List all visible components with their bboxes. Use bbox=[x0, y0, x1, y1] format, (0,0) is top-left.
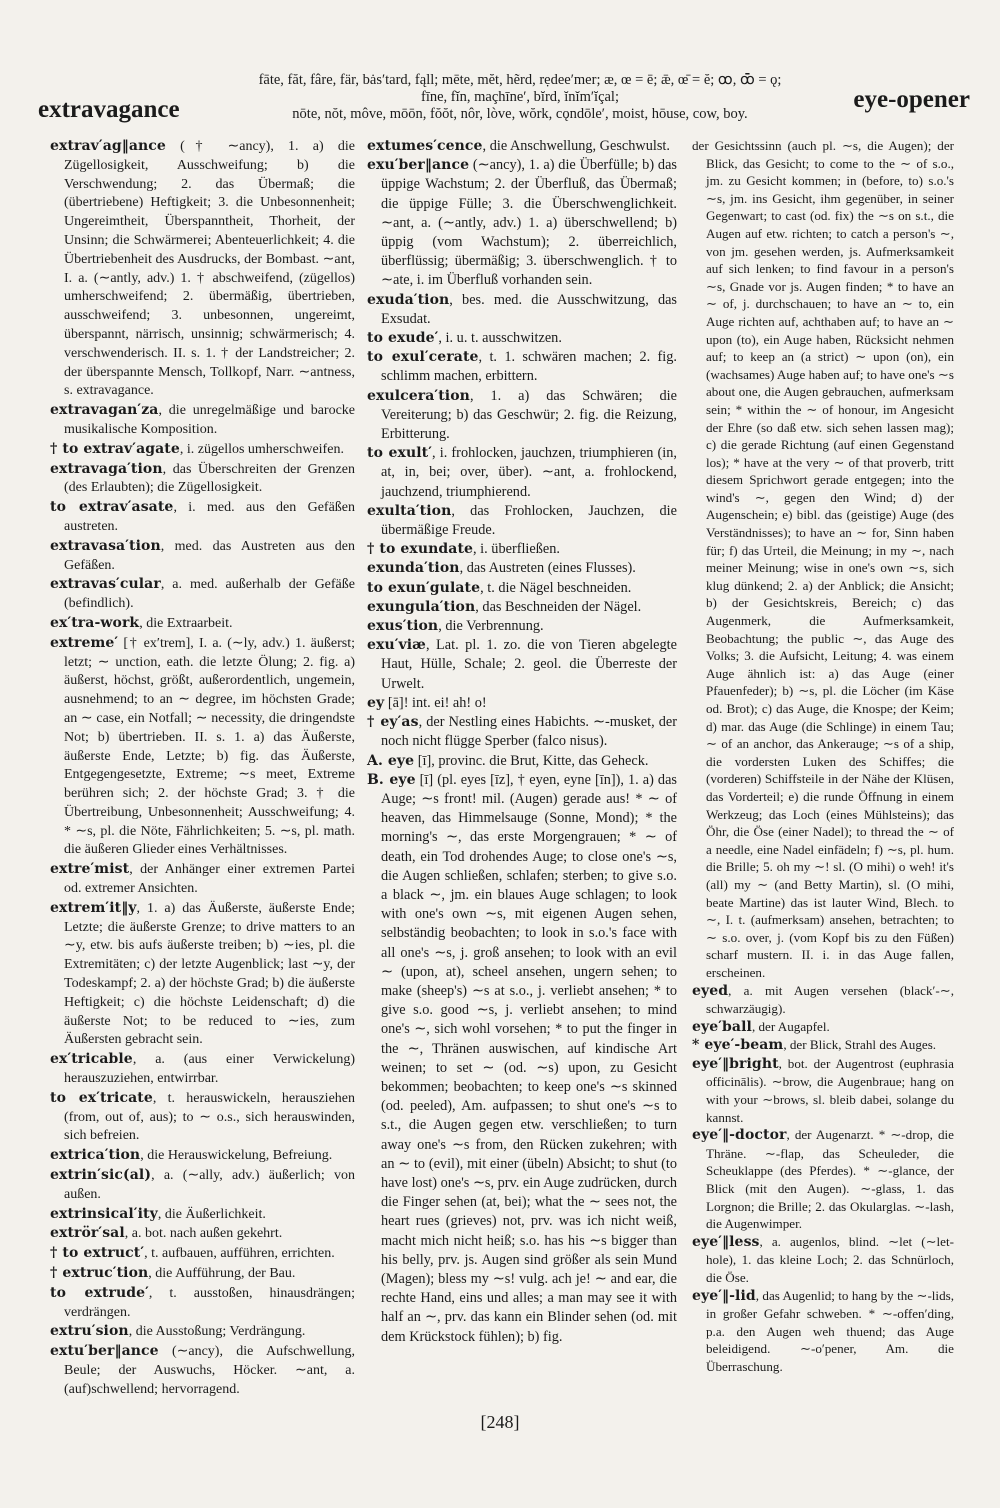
entry-text: , das Frohlocken, Jauchzen, die übermäßige Freude. bbox=[381, 502, 677, 539]
dictionary-entry bbox=[50, 614, 355, 634]
dictionary-entry bbox=[367, 713, 677, 751]
dictionary-entry bbox=[50, 899, 355, 1050]
headword: ex′tra-work bbox=[50, 614, 140, 631]
headword: to exult′ bbox=[367, 445, 433, 462]
headword: exulcera′tion bbox=[367, 387, 470, 404]
entry-text: , der Augenarzt. * ∼-drop, die Thräne. ∼-flap, das Scheuleder, die Scheuklappe (des Pferdes). * ∼-glance, der Blick (mit den Augen). ∼-glass, 1. das Lorgnon; die Brille; 2. das Okularglas. ∼-lash, die Augenwimper. bbox=[706, 1127, 954, 1232]
headword: to exun′gulate bbox=[367, 579, 481, 596]
headword: extrinsical′ity bbox=[50, 1205, 158, 1222]
entry-text: der Gesichtssinn (auch pl. ∼s, die Augen); der Blick, das Gesicht; to come to the ∼ of s.o., jm. zu Gesicht kommen; in (before, to) s.o.'s ∼s, jm. ins Gesicht, ihm gegenüber, in seiner Gegenwart; to cast (od. fix) the ∼s on s.t., die Augen auf etw. richten; to catch a person's ∼, von jm. gesehen werden, js. Aufmerksamkeit auf sich lenken; to find favour in a person's ∼s, Gnade vor js. Augen finden; * to have an ∼ of, j. durchschauen; to have an ∼ to, ein Auge richten auf, achthaben auf; to have an ∼ upon (to), ein Auge haben, Rücksicht nehmen auf; to keep an (a strict) ∼ upon (on), ein (wachsames) Auge haben auf; to have one's ∼s about one, die Augen gebrauchen, aufmerksam sein; * within the ∼ of honour, im Angesicht der Ehre (so daß etw. sich sehen lassen mag); c) die gerade Richtung (auf einen Gegenstand los); * have at the very ∼ of that proverb, tritt diesem Sprichwort gerade entgegen; into the wind's ∼, gegen den Wind; d) der Augenschein; e) bibl. das (geistige) Auge (des Verständnisses); to have an ∼ for, Sinn haben für; f) das Urteil, die Meinung; in my ∼, nach meiner Meinung; wise in one's own ∼s, sich klug dünkend; 2. a) der Anblick; die Ansicht; b) der Gesichtskreis, Bereich; c) das Augenmerk, die Aufmerksamkeit, Beobachtung; the public ∼, das Auge des Volks; 3. die Aufsicht, Leitung; 4. was einem Auge ähnlich ist: a) das Auge (einer Pfauenfeder); b) ∼s, pl. die Löcher (im Käse od. Brot); c) das Auge, die Knospe; der Keim; d) mar. das Auge (die Schlinge) in einem Tau; ∼ of an anchor, das Ankerauge; ∼s of a ship, die vordersten Luken des Schiffes; die (vorderen) Schiffsteile in der Nähe der Klüsen, das Vorderteil; e) die runde Öffnung in einem Werkzeug; das Loch (eines Mühlsteins); das Öhr, die Öse (einer Nadel); to thread the ∼ of a needle, eine Nadel einfädeln; f) ∼s, pl. hum. die Brille; 5. oh my ∼! sl. (O mihi) o weh! it's (all) my ∼ (and Betty Martin), sl. (O mihi, beate Martine) das ist lauter Wind, Blech. to ∼, I. t. (aufmerksam) ansehen, betrachten; to ∼ s.o. over, j. (vom Kopf bis zu den Füßen) scharf mustern. II. i. in das Auge fallen, erscheinen. bbox=[692, 138, 954, 980]
dictionary-entry bbox=[50, 537, 355, 576]
dictionary-entry bbox=[692, 1126, 954, 1233]
headword: † to extruct′ bbox=[50, 1245, 145, 1262]
headword: extravas′cular bbox=[50, 576, 161, 593]
entry-text: , Lat. pl. 1. zo. die von Tieren abgelegte Haut, Hülle, Schale; 2. geol. die Überreste der Urwelt. bbox=[381, 637, 677, 692]
headword: extrica′tion bbox=[50, 1147, 141, 1164]
dictionary-entry bbox=[367, 771, 677, 1347]
dictionary-entry bbox=[50, 440, 355, 460]
entry-text: , bes. med. die Ausschwitzung, das Exsudat. bbox=[381, 291, 677, 327]
dictionary-entry bbox=[50, 460, 355, 499]
entry-text: , t. die Nägel beschneiden. bbox=[480, 579, 632, 596]
headword: extu′ber‖ance bbox=[50, 1343, 159, 1360]
headword: A. eye bbox=[367, 752, 415, 769]
dictionary-entry bbox=[50, 401, 355, 440]
dictionary-entry bbox=[367, 348, 677, 386]
entry-text: , die Aufführung, der Bau. bbox=[148, 1266, 296, 1282]
dictionary-entry bbox=[367, 540, 677, 559]
entry-text: , a. med. außerhalb der Gefäße (befindlich). bbox=[64, 577, 355, 612]
entry-text: , i. frohlocken, jauchzen, triumphieren (in, at, in, bei; over, über). ∼ant, a. frohlockend, jauchzend, triumphierend. bbox=[381, 445, 677, 500]
page-number: [248] bbox=[480, 1412, 520, 1432]
entry-text: , das Austreten (eines Flusses). bbox=[459, 560, 636, 577]
headword: ex′tricable bbox=[50, 1051, 133, 1068]
dictionary-entry bbox=[50, 1322, 355, 1342]
headword: eye′‖-doctor bbox=[692, 1127, 787, 1144]
dictionary-entry bbox=[50, 1166, 355, 1205]
entry-text: [ī] (pl. eyes [īz], † eyen, eyne [īn]), 1. a) das Auge; ∼s front! mil. (Augen) gerade aus! * ∼ of heaven, das Himmelsauge (Sonne, Mond); * the morning's ∼, das erste Morgengrauen; * ∼ of death, ein Tod drohendes Auge; to close one's ∼s, die Augen schließen, schlafen; sterben; to give s.o. a black ∼, jm. ein blaues Auge schlagen; to look with one's own ∼s, mit eigenen Augen sehen, selbständig beobachten; to look in s.o.'s face with all one's ∼s, j. groß ansehen; to look with an evil ∼ (upon, at), scheel ansehen, ungern sehen; to make (sheep's) ∼s at s.o., j. verliebt ansehen; * to give s.o. good ∼s, j. verliebt ansehen; to mind one's ∼, sich wohl vorsehen; * to put the finger in the ∼, Thränen auswischen, auf kindische Art weinen; to set ∼ (od. ∼s) upon, zu Gesicht bekommen; beobachten; to keep one's ∼s skinned (od. peeled), Am. aufpassen; to shut one's ∼s to s.t., die Augen gegen etw. verschließen; to turn away one's ∼s from, den Rücken zukehren; with an ∼ to (evil), mit einer (übeln) Absicht; to shut (to have lost) one's ∼s, prv. ein Auge zudrücken, durch die Finger sehen (at, bei); what the ∼ sees not, the heart rues (grieves) not, prv. was ich nicht weiß, macht mich nicht heiß; s.o. has his ∼s bigger than his belly, prv. js. Augen sind größer als sein Mund (Magen); bless my ∼s! vulg. ach je! ∼ and ear, die rechte Hand, eins und alles; a man may see it with half an ∼, prv. das kann ein Blinder sehen (od. mit dem Krückstock fühlen); b) fig. bbox=[381, 771, 677, 1345]
column-left bbox=[50, 137, 355, 1400]
entry-text: , t. herauswickeln, herausziehen (from, out of, aus); to ∼ o.s., sich herauswinden, sich befreien. bbox=[64, 1090, 355, 1144]
headword: † to extrav′agate bbox=[50, 440, 180, 457]
entry-text: († ∼ancy), 1. a) die Zügellosigkeit, Ausschweifung; b) die Verschwendung; 2. das Übermaß; die (übertriebene) Heftigkeit; 3. die Unbesonnenheit; Ungereimtheit, Überspanntheit, Thorheit, der Unsinn; die Schwärmerei; Abenteuerlichkeit; 4. die Übertriebenheit des Ausdrucks, der Bombast. ∼ant, I. a. (∼antly, adv.) 1. † abschweifend, (zügellos) umherschweifend; 2. übermäßig, übertrieben, ausschweifend; 3. unbesonnen, ungereimt, überspannt, närrisch, unsinnig; schwärmerisch; 4. verschwenderisch. II. s. 1. † der Landstreicher; 2. der überspannte Mensch, Tollkopf, Narr. ∼antness, s. extravagance. bbox=[64, 139, 355, 399]
entry-text: , die Anschwellung, Geschwulst. bbox=[482, 138, 670, 154]
headword: exunda′tion bbox=[367, 560, 460, 577]
entry-text: , t. 1. schwären machen; 2. fig. schlimm machen, erbittern. bbox=[381, 349, 677, 385]
headword: exus′tion bbox=[367, 618, 439, 635]
headword: extre′mist bbox=[50, 861, 130, 878]
entry-text: , die Extraarbeit. bbox=[139, 615, 233, 631]
dictionary-entry bbox=[367, 137, 677, 156]
dictionary-entry bbox=[367, 752, 677, 771]
dictionary-entry bbox=[50, 1089, 355, 1146]
dictionary-entry bbox=[692, 1055, 954, 1126]
dictionary-entry bbox=[692, 1233, 954, 1287]
entry-text: , der Nestling eines Habichts. ∼-musket, der noch nicht flügge Sperber (falco nisus). bbox=[381, 714, 677, 750]
dictionary-entry bbox=[50, 1284, 355, 1323]
headword: exuda′tion bbox=[367, 291, 450, 308]
headword: eye′‖bright bbox=[692, 1055, 779, 1072]
entry-text: , die Verbrennung. bbox=[438, 618, 544, 635]
dictionary-entry bbox=[367, 598, 677, 617]
dictionary-entry bbox=[692, 137, 954, 982]
entry-text: , das Beschneiden der Nägel. bbox=[475, 598, 642, 615]
entry-text: , a. augenlos, blind. ∼let (∼let-hole), 1. das kleine Loch; 2. das Schnürloch, die Öse. bbox=[706, 1233, 954, 1285]
headword: eyed bbox=[692, 982, 729, 999]
headword: ey bbox=[367, 694, 385, 711]
headword: extravaga′tion bbox=[50, 460, 163, 477]
dictionary-entry bbox=[50, 860, 355, 899]
pronunciation-key-line: fāte, făt, fâre, fär, bȧs′tard, fąll; mēte, mĕt, hẽrd, rẹdee′mer; æ, œ = ē; ǣ, œ̄ = ĕ; ꝏ, ꝏ̄ = ǫ; bbox=[258, 72, 782, 88]
entry-text: , der Anhänger einer extremen Partei od. extremer Ansichten. bbox=[64, 862, 355, 897]
entry-text: , a. (aus einer Verwickelung) herauszuziehen, entwirrbar. bbox=[64, 1052, 355, 1087]
entry-text: , t. ausstoßen, hinausdrängen; verdrängen. bbox=[64, 1285, 355, 1320]
dictionary-entry bbox=[367, 387, 677, 445]
pronunciation-key bbox=[225, 72, 815, 123]
headword: † to exundate bbox=[367, 541, 474, 558]
entry-text: , a. mit Augen versehen (black′-∼, schwarzäugig). bbox=[706, 982, 954, 1017]
entry-text: , bot. der Augentrost (euphrasia officinālis). ∼brow, die Augenbraue; hang on with your ∼brows, sl. bleib dabei, solange du kannst. bbox=[706, 1055, 954, 1125]
headword: extrin′sic(al) bbox=[50, 1167, 152, 1184]
entry-text: , das Überschreiten der Grenzen (des Erlaubten); die Zügellosigkeit. bbox=[64, 461, 355, 496]
headword: * eye′-beam bbox=[692, 1037, 784, 1054]
pronunciation-key-line: fīne, fĭn, maçhīne′, bĭrd, ĭnĭm′ĭçal; bbox=[420, 89, 619, 105]
headword: eye′ball bbox=[692, 1018, 752, 1035]
dictionary-entry bbox=[50, 1050, 355, 1089]
entry-text: , a. (∼ally, adv.) äußerlich; von außen. bbox=[64, 1168, 355, 1202]
entry-text: , i. u. t. ausschwitzen. bbox=[438, 330, 562, 347]
entry-text: , med. das Austreten aus den Gefäßen. bbox=[64, 538, 355, 573]
dictionary-entry bbox=[367, 329, 677, 348]
dictionary-entry bbox=[50, 634, 355, 861]
headword: extravasa′tion bbox=[50, 537, 161, 554]
headword: extumes′cence bbox=[367, 138, 483, 154]
entry-text: (∼ancy), 1. a) die Überfülle; b) das üppige Wachstum; 2. der Überfluß, das Übermaß; die üppige Fülle; 3. die Überschwenglichkeit. ∼ant, a. (∼antly, adv.) 1. a) überschwellend; b) üppig (vom Wachstum); 2. überreichlich, überflüssig; übermäßig; 3. überschwenglich. † to ∼ate, i. im Überfluß vorhanden sein. bbox=[381, 157, 677, 289]
dictionary-entry bbox=[692, 1287, 954, 1376]
entry-text: , der Blick, Strahl des Auges. bbox=[783, 1037, 937, 1053]
dictionary-entry bbox=[50, 1244, 355, 1264]
dictionary-entry bbox=[50, 1264, 355, 1284]
headword: eye′‖less bbox=[692, 1233, 760, 1250]
headword: exulta′tion bbox=[367, 502, 452, 519]
headword: to extrude′ bbox=[50, 1284, 149, 1301]
entry-text: [† ex′trem], I. a. (∼ly, adv.) 1. äußerst; letzt; ∼ unction, eath. die letzte Ölung; 2. fig. a) äußerst, höchst, größt, außerordentlich, ungemein, ausnehmend; to an ∼ degree, im höchsten Grade; an ∼ case, ein Notfall; ∼ necessity, die dringendste Not; b) übertrieben. II. s. 1. a) das Äußerste, äußerste Ende, Letzte; b) fig. das Äußerste, Entgegengesetzte, Extreme; ∼s meet, Extreme berühren sich; 2. der höchste Grad; 3. † die Übertreibung, Unbesonnenheit; Ausschweifung; 4. * ∼s, pl. die Nöte, Fährlichkeiten; 5. ∼s, pl. math. die äußeren Glieder eines Verhältnisses. bbox=[64, 635, 355, 858]
dictionary-entry bbox=[692, 982, 954, 1018]
dictionary-entry bbox=[367, 694, 677, 713]
dictionary-entry bbox=[367, 502, 677, 540]
dictionary-entry bbox=[367, 156, 677, 290]
dictionary-entry bbox=[50, 1146, 355, 1166]
headword: exungula′tion bbox=[367, 598, 476, 615]
headword: extrör′sal bbox=[50, 1225, 125, 1242]
dictionary-entry bbox=[50, 1205, 355, 1225]
entry-text: , 1. a) das Schwären; die Vereiterung; b) das Geschwür; 2. fig. die Reizung, Erbitterung. bbox=[381, 387, 677, 443]
headword: to ex′tricate bbox=[50, 1089, 153, 1106]
column-middle bbox=[367, 137, 677, 1347]
pronunciation-key-line: nōte, nŏt, môve, mōōn, fŏŏt, nôr, lòve, wŏrk, cǫndōle′, moist, hōuse, cow, boy. bbox=[292, 106, 748, 122]
entry-text: , die Äußerlichkeit. bbox=[157, 1206, 266, 1222]
entry-text: , i. überfließen. bbox=[473, 541, 560, 558]
entry-text: , die unregelmäßige und barocke musikalische Komposition. bbox=[64, 403, 355, 437]
headword: extrav′ag‖ance bbox=[50, 138, 166, 154]
headword: exu′ber‖ance bbox=[367, 157, 470, 174]
headword: to exul′cerate bbox=[367, 349, 479, 366]
entry-text: [ī], provinc. die Brut, Kitte, das Geheck. bbox=[414, 752, 649, 769]
dictionary-entry bbox=[367, 291, 677, 329]
headword: extru′sion bbox=[50, 1323, 129, 1340]
entry-text: , a. bot. nach außen gekehrt. bbox=[124, 1226, 283, 1242]
dictionary-entry bbox=[367, 636, 677, 694]
entry-text: , die Herauswickelung, Befreiung. bbox=[140, 1148, 333, 1164]
entry-text: , i. zügellos umherschweifen. bbox=[179, 441, 344, 457]
headword: to exude′ bbox=[367, 330, 439, 347]
dictionary-entry bbox=[50, 1224, 355, 1244]
entry-text: , 1. a) das Äußerste, äußerste Ende; Letzte; die äußerste Grenze; to drive matters to an ∼y, etw. bis aufs äußerste treiben; b) ∼ies, pl. die Extremitäten; c) der letzte Augenblick; last ∼y, der Todeskampf; 2. a) der höchste Grad; b) die äußerste Heftigkeit; c) die höchste Leidenschaft; d) die äußerste Not; to be reduced to ∼ies, zum Äußersten gebracht sein. bbox=[64, 900, 355, 1048]
guide-word-left: extravagance bbox=[38, 96, 180, 123]
dictionary-entry bbox=[367, 444, 677, 502]
entry-text: [ā]! int. ei! ah! o! bbox=[384, 694, 487, 711]
headword: † extruc′tion bbox=[50, 1265, 149, 1282]
headword: to extrav′asate bbox=[50, 499, 174, 516]
entry-text: , i. med. aus den Gefäßen austreten. bbox=[64, 500, 355, 534]
entry-text: , t. aufbauen, aufführen, errichten. bbox=[144, 1246, 335, 1262]
dictionary-entry bbox=[367, 559, 677, 578]
guide-word-right: eye-opener bbox=[853, 86, 970, 113]
dictionary-entry bbox=[367, 617, 677, 636]
column-right bbox=[692, 137, 954, 1376]
headword: extreme′ bbox=[50, 634, 119, 651]
dictionary-entry bbox=[50, 575, 355, 614]
dictionary-entry bbox=[367, 579, 677, 598]
headword: † ey′as bbox=[367, 714, 419, 731]
dictionary-entry bbox=[692, 1036, 954, 1055]
headword: eye′‖-lid bbox=[692, 1287, 756, 1304]
headword: B. eye bbox=[367, 771, 416, 788]
dictionary-entry bbox=[692, 1018, 954, 1037]
entry-text: , das Augenlid; to hang by the ∼-lids, in großer Gefahr schweben. * ∼-offen′ding, p.a. den Augen weh thuend; das Auge beleidigend. ∼-o′pener, Am. die Überraschung. bbox=[706, 1287, 954, 1374]
entry-text: , der Augapfel. bbox=[751, 1018, 830, 1034]
dictionary-entry bbox=[50, 1342, 355, 1399]
dictionary-entry bbox=[50, 498, 355, 537]
dictionary-entry bbox=[50, 137, 355, 401]
headword: extravagan′za bbox=[50, 402, 159, 419]
entry-text: , die Ausstoßung; Verdrängung. bbox=[128, 1324, 306, 1340]
headword: extrem′it‖y bbox=[50, 899, 137, 916]
entry-text: (∼ancy), die Aufschwellung, Beule; der Auswuchs, Höcker. ∼ant, a. (auf)schwellend; hervorragend. bbox=[64, 1344, 355, 1397]
headword: exu′viæ bbox=[367, 637, 426, 654]
